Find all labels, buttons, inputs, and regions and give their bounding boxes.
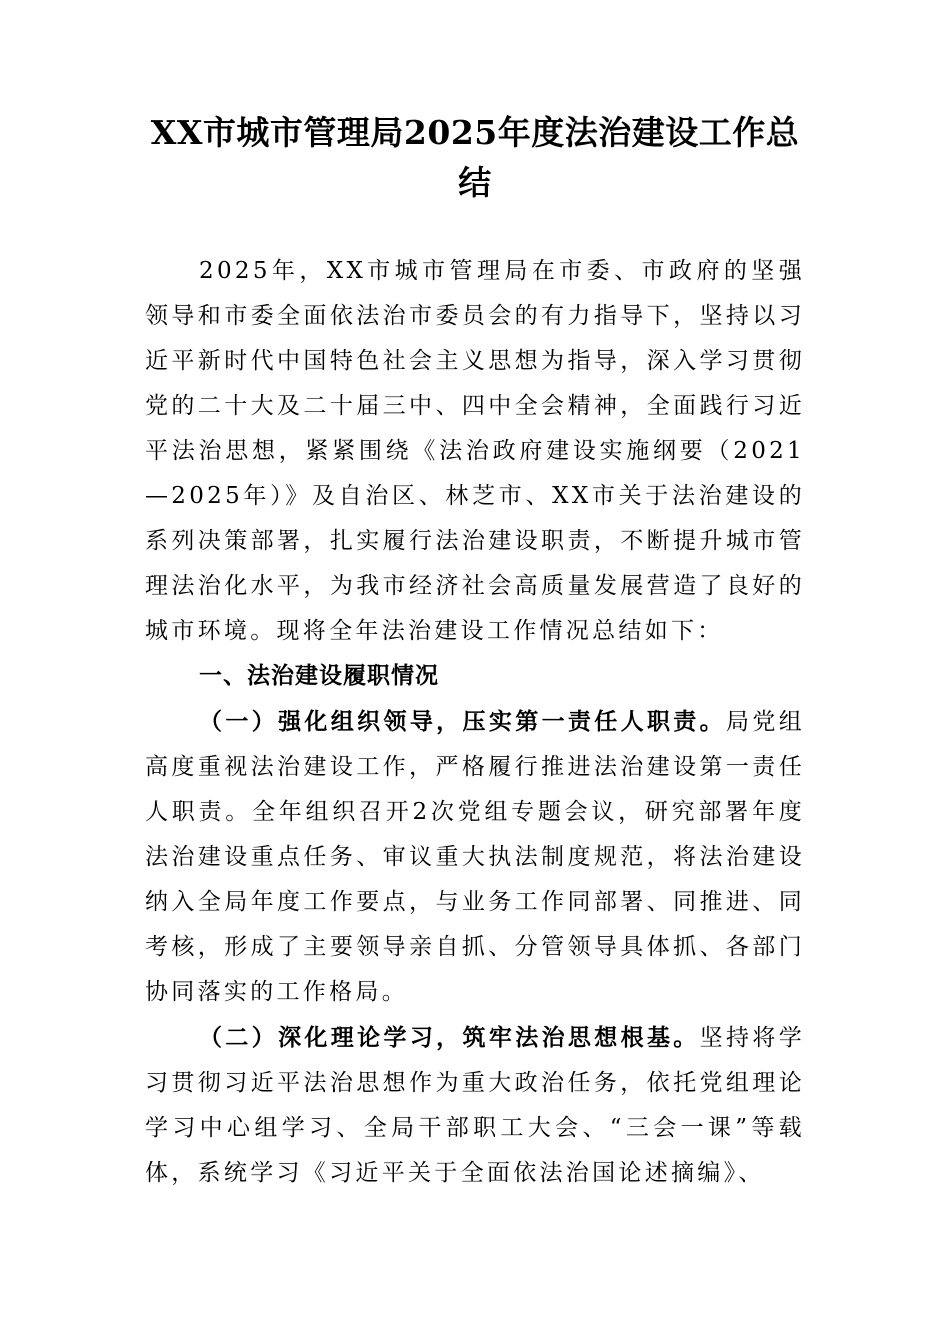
paragraph-lead: （一）强化组织领导，压实第一责任人职责。 — [199, 708, 726, 735]
section-1-paragraph-2 — [145, 1015, 805, 1196]
paragraph-lead: （二）深化理论学习，筑牢法治思想根基。 — [199, 1024, 700, 1051]
section-heading-1: 一、法治建设履职情况 — [199, 663, 440, 689]
document-body — [145, 249, 805, 1196]
paragraph-text: 坚持将学习贯彻习近平法治思想作为重大政治任务，依托党组理论学习中心组学习、全局干部职工大会、“三会一课”等载体，系统学习《习近平关于全面依法治国论述摘编》、 — [145, 1025, 805, 1186]
paragraph-text: 局党组高度重视法治建设工作，严格履行推进法治建设第一责任人职责。全年组织召开2次党组专题会议，研究部署年度法治建设重点任务、审议重大执法制度规范，将法治建设纳入全局年度工作要点，与业务工作同部署、同推进、同考核，形成了主要领导亲自抓、分管领导具体抓、各部门协同落实的工作格局。 — [145, 709, 805, 1005]
intro-paragraph: 2025年，XX市城市管理局在市委、市政府的坚强领导和市委全面依法治市委员会的有力指导下，坚持以习近平新时代中国特色社会主义思想为指导，深入学习贯彻党的二十大及二十届三中、四中全会精神，全面践行习近平法治思想，紧紧围绕《法治政府建设实施纲要（2021—2025年）》及自治区、林芝市、XX市关于法治建设的系列决策部署，扎实履行法治建设职责，不断提升城市管理法治化水平，为我市经济社会高质量发展营造了良好的城市环境。现将全年法治建设工作情况总结如下： — [145, 258, 805, 644]
document-title: XX市城市管理局2025年度法治建设工作总结 — [150, 113, 800, 202]
section-1-paragraph-1 — [145, 699, 805, 1015]
